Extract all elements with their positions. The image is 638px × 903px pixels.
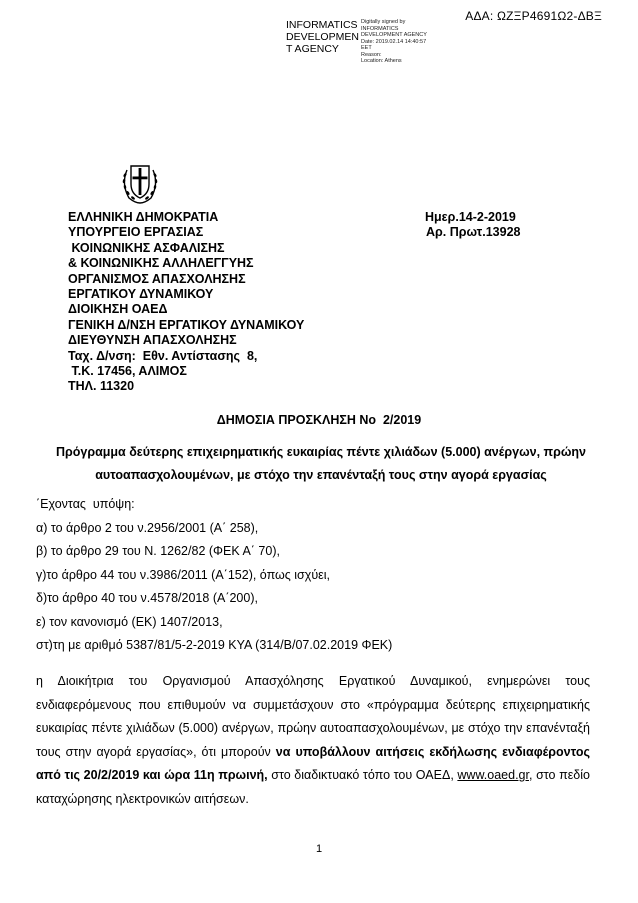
- list-item: ΄Εχοντας υπόψη:: [36, 497, 135, 511]
- paragraph-text: η Διοικήτρια του Οργανισμού Απασχόλησης Εργατικού Δυναμικού, ενημερώνει τους ενδιαφερόμενους που επιθυμούν να συμμετάσχουν στο «πρόγραμμα δεύτερης επιχειρηματικής ευκαιρίας πέντε χιλιάδων (5.000) ανέργων, πρώην αυτοαπασχολουμένων, με στόχο την επανένταξή τους στην αγορά εργασίας», ότι μπορούν: [36, 674, 590, 759]
- paragraph-text: , στο πεδίο καταχώρησης ηλεκτρονικών αιτήσεων.: [36, 768, 590, 806]
- header-line: ΤΗΛ. 11320: [68, 379, 135, 394]
- list-item: στ)τη με αριθμό 5387/81/5-2-2019 ΚΥΑ (314/Β/07.02.2019 ΦΕΚ): [36, 638, 393, 652]
- list-item: α) το άρθρο 2 του ν.2956/2001 (Α΄ 258),: [36, 520, 259, 535]
- header-line: ΚΟΙΝΩΝΙΚΗΣ ΑΣΦΑΛΙΣΗΣ: [68, 240, 225, 255]
- document-title: ΔΗΜΟΣΙΑ ΠΡΟΣΚΛΗΣΗ Νο 2/2019: [216, 413, 422, 427]
- signer-line: INFORMATICS: [286, 19, 358, 31]
- page-number: 1: [315, 843, 323, 855]
- list-item: ε) τον κανονισμό (ΕΚ) 1407/2013,: [36, 614, 223, 629]
- legal-references-list: [36, 493, 392, 658]
- announcement-paragraph: [36, 670, 590, 811]
- header-line: Ταχ. Δ/νση: Εθν. Αντίστασης 8,: [68, 348, 258, 363]
- list-item: δ)το άρθρο 40 του ν.4578/2018 (Α΄200),: [36, 591, 258, 605]
- header-line: Τ.Κ. 17456, ΑΛΙΜΟΣ: [68, 364, 187, 379]
- header-line: ΕΛΛΗΝΙΚΗ ΔΗΜΟΚΡΑΤΙΑ: [68, 210, 219, 224]
- issuer-header: [68, 210, 304, 395]
- header-line: ΥΠΟΥΡΓΕΙΟ ΕΡΓΑΣΙΑΣ: [68, 225, 204, 240]
- list-item: γ)το άρθρο 44 του ν.3986/2011 (Α΄152), όπως ισχύει,: [36, 567, 330, 582]
- date-protocol-block: [425, 210, 521, 241]
- ada-code: ΑΔΑ: ΩΖΞΡ4691Ω2-ΔΒΞ: [465, 9, 602, 23]
- header-line: ΟΡΓΑΝΙΣΜΟΣ ΑΠΑΣΧΟΛΗΣΗΣ: [68, 271, 246, 286]
- signature-info-line: Digitally signed by: [361, 19, 406, 25]
- digital-signature-signer: [286, 19, 359, 55]
- greek-coat-of-arms-icon: [117, 160, 163, 206]
- oaed-website-link[interactable]: www.oaed.gr: [457, 768, 529, 782]
- signer-line: T AGENCY: [286, 43, 339, 55]
- header-line: ΕΡΓΑΤΙΚΟΥ ΔΥΝΑΜΙΚΟΥ: [68, 287, 214, 302]
- paragraph-bold-text: να υποβάλλουν αιτήσεις εκδήλωσης ενδιαφέροντος από τις 20/2/2019 και ώρα 11η πρωινή,: [36, 744, 590, 782]
- document-subtitle: Πρόγραμμα δεύτερης επιχειρηματικής ευκαιρίας πέντε χιλιάδων (5.000) ανέργων, πρώην αυτοαπασχολουμένων, με στόχο την επανένταξή τους στην αγορά εργασίας: [56, 445, 586, 482]
- document-date: Ημερ.14-2-2019: [425, 210, 516, 224]
- header-line: ΔΙΕΥΘΥΝΣΗ ΑΠΑΣΧΟΛΗΣΗΣ: [68, 333, 237, 348]
- header-line: ΓΕΝΙΚΗ Δ/ΝΣΗ ΕΡΓΑΤΙΚΟΥ ΔΥΝΑΜΙΚΟΥ: [68, 317, 305, 332]
- signer-line: DEVELOPMEN: [286, 31, 359, 43]
- signature-info-line: Date: 2019.02.14 14:40:57: [361, 38, 427, 45]
- header-line: ΔΙΟΙΚΗΣΗ ΟΑΕΔ: [68, 302, 168, 317]
- list-item: β) το άρθρο 29 του Ν. 1262/82 (ΦΕΚ Α΄ 70),: [36, 544, 280, 558]
- header-line: & ΚΟΙΝΩΝΙΚΗΣ ΑΛΛΗΛΕΓΓΥΗΣ: [68, 256, 254, 271]
- digital-signature-info: [361, 19, 427, 65]
- signature-info-line: EET: [361, 45, 372, 51]
- signature-info-line: INFORMATICS: [361, 25, 399, 32]
- signature-info-line: DEVELOPMENT AGENCY: [361, 32, 427, 38]
- signature-info-line: Location: Athens: [361, 58, 402, 64]
- signature-info-line: Reason:: [361, 51, 382, 58]
- paragraph-text: στο διαδικτυακό τόπο του ΟΑΕΔ,: [267, 768, 458, 782]
- protocol-number: Αρ. Πρωτ.13928: [426, 225, 521, 240]
